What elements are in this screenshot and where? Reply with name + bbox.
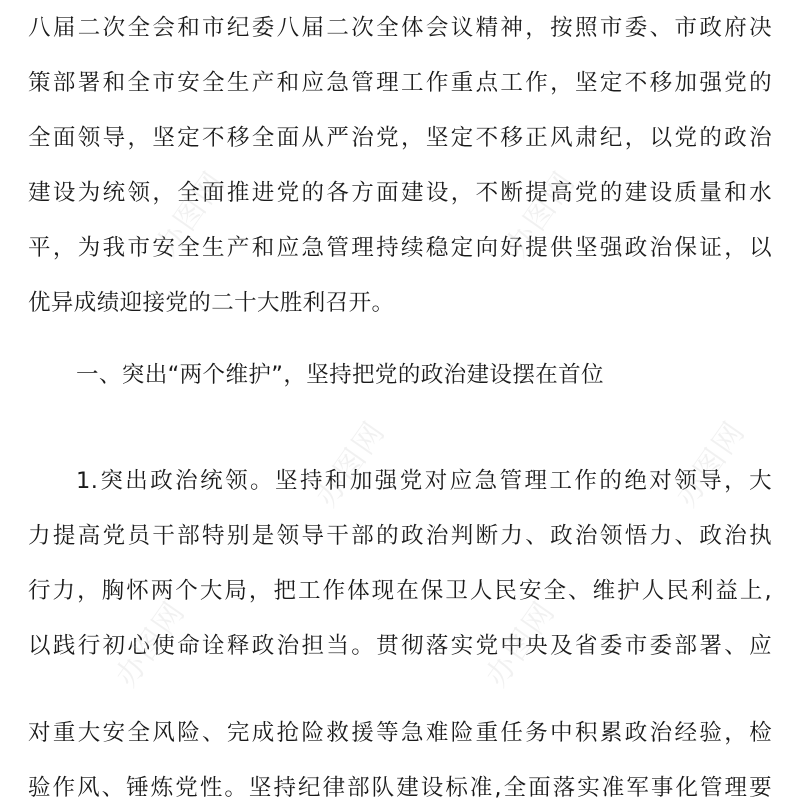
paragraph-line: 建设为统领，全面推进党的各方面建设，不断提高党的建设质量和水 [28, 180, 772, 206]
paragraph-line: 行力，胸怀两个大局，把工作体现在保卫人民安全、维护人民利益上, [28, 578, 772, 604]
watermark: 办图网 [109, 594, 193, 694]
paragraph-line: 对重大安全风险、完成抢险救援等急难险重任务中积累政治经验，检 [28, 720, 772, 746]
paragraph-line: 力提高党员干部特别是领导干部的政治判断力、政治领悟力、政治执 [28, 523, 772, 549]
paragraph-line: 全面领导，坚定不移全面从严治党，坚定不移正风肃纪，以党的政治 [28, 125, 772, 151]
paragraph-line: 1.突出政治统领。坚持和加强党对应急管理工作的绝对领导，大 [76, 468, 772, 494]
paragraph-line: 以践行初心使命诠释政治担当。贯彻落实党中央及省委市委部署、应 [28, 633, 772, 659]
watermark: 办图网 [149, 164, 233, 264]
watermark: 办图网 [499, 164, 583, 264]
watermark: 办图网 [309, 414, 393, 514]
paragraph-line: 八届二次全会和市纪委八届二次全体会议精神，按照市委、市政府决 [28, 15, 772, 41]
paragraph-line: 验作风、锤炼党性。坚持纪律部队建设标准,全面落实准军事化管理要 [28, 775, 772, 801]
paragraph-line: 优异成绩迎接党的二十大胜利召开。 [28, 290, 395, 316]
section-heading: 一、突出“两个维护”，坚持把党的政治建设摆在首位 [76, 362, 604, 388]
paragraph-line: 策部署和全市安全生产和应急管理工作重点工作，坚定不移加强党的 [28, 70, 772, 96]
watermark: 办图网 [669, 414, 753, 514]
watermark: 办图网 [479, 594, 563, 694]
paragraph-line: 平，为我市安全生产和应急管理持续稳定向好提供坚强政治保证，以 [28, 235, 772, 261]
